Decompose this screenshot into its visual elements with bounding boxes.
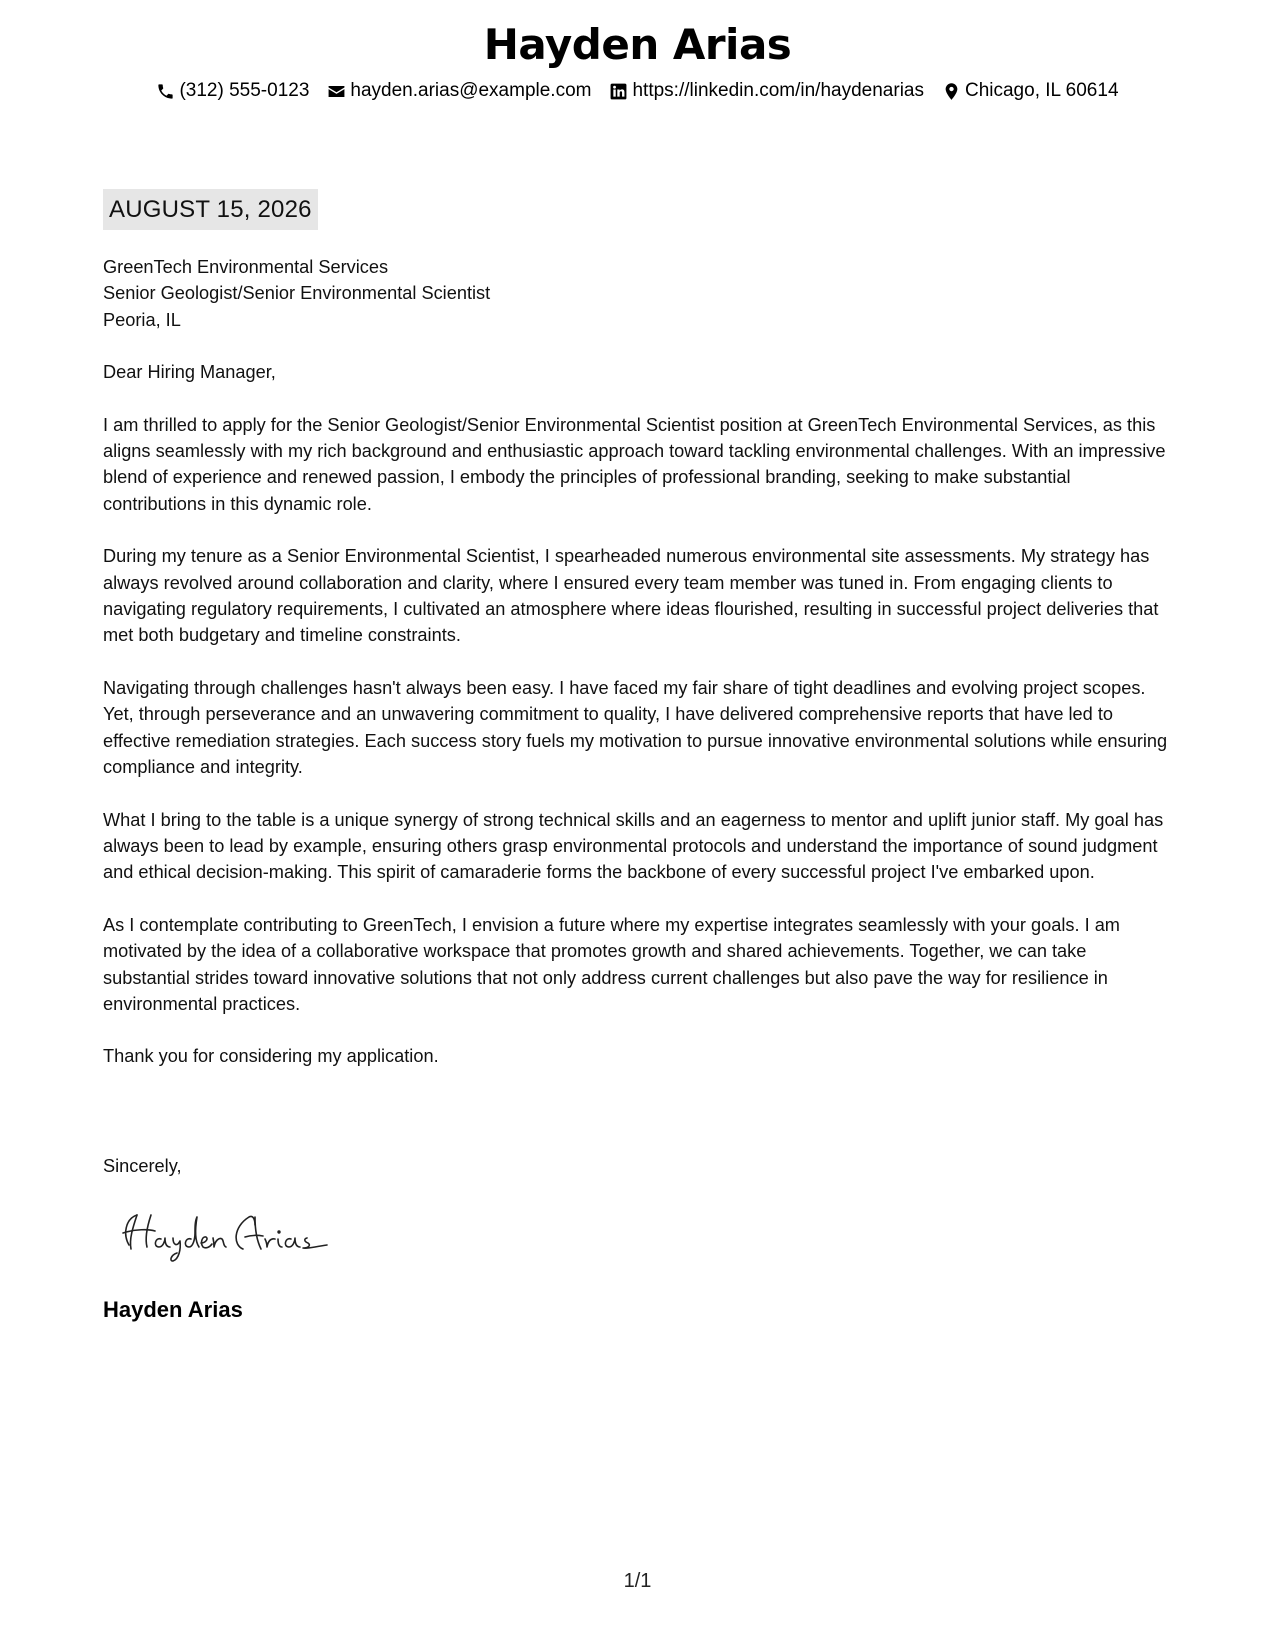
body-paragraph: During my tenure as a Senior Environmental Scientist, I spearheaded numerous environmental site assessments. My strategy has always revolved around collaboration and clarity, where I ensured every team member was tuned in. From engaging clients to navigating regulatory requirements, I cultivated an atmosphere where ideas flourished, resulting in successful project deliveries that met both budgetary and timeline constraints. [103,546,1159,646]
letter-body [103,254,1178,1070]
closing-line: Sincerely, [103,1156,182,1176]
map-pin-icon [942,82,961,101]
letter-date: AUGUST 15, 2026 [103,189,318,230]
page-number: 1/1 [623,1570,652,1592]
recipient-location: Peoria, IL [103,309,181,330]
location-text: Chicago, IL 60614 [964,80,1119,101]
envelope-icon [327,82,346,101]
body-paragraph: I am thrilled to apply for the Senior Geologist/Senior Environmental Scientist position at GreenTech Environmental Services, as this aligns seamlessly with my rich background and enthusiastic approach toward tackling environmental challenges. With an impressive blend of experience and renewed passion, I embody the principles of professional branding, seeking to make substantial contributions in this dynamic role. [103,414,1166,514]
phone-icon [156,82,175,101]
recipient-company: GreenTech Environmental Services [103,257,389,277]
body-paragraph: Navigating through challenges hasn't always been easy. I have faced my fair share of tight deadlines and evolving project scopes. Yet, through perseverance and an unwavering commitment to quality, I have delivered comprehensive reports that have led to effective remediation strategies. Each success story fuels my motivation to pursue innovative environmental solutions while ensuring compliance and integrity. [103,677,1168,778]
body-paragraph: As I contemplate contributing to GreenTech, I envision a future where my expertise integrates seamlessly with your goals. I am motivated by the idea of a collaborative workspace that promotes growth and shared achievements. Together, we can take substantial strides toward innovative solutions that not only address current challenges but also pave the way for resilience in environmental practices. [103,914,1120,1014]
contact-email[interactable] [327,80,591,102]
salutation: Dear Hiring Manager, [103,362,276,383]
linkedin-link[interactable]: https://linkedin.com/in/haydenarias [632,80,924,101]
contact-phone [156,80,309,102]
contact-bar [0,80,1275,102]
recipient-position: Senior Geologist/Senior Environmental Scientist [103,283,491,304]
contact-location [942,80,1119,102]
applicant-name-heading: Hayden Arias [483,20,792,69]
body-paragraph: What I bring to the table is a unique synergy of strong technical skills and an eagerness to mentor and uplift junior staff. My goal has always been to lead by example, ensuring others grasp environmental protocols and understand the importance of sound judgment and ethical decision-making. This spirit of camaraderie forms the backbone of every successful project I've embarked upon. [103,809,1164,883]
handwritten-signature [115,1205,355,1265]
contact-linkedin[interactable] [609,80,924,102]
recipient-block [103,254,1178,333]
thank-you-line: Thank you for considering my application. [103,1046,439,1067]
email-link[interactable]: hayden.arias@example.com [350,80,592,101]
linkedin-icon [609,82,628,101]
phone-text: (312) 555-0123 [179,80,310,101]
signer-name: Hayden Arias [103,1297,243,1322]
